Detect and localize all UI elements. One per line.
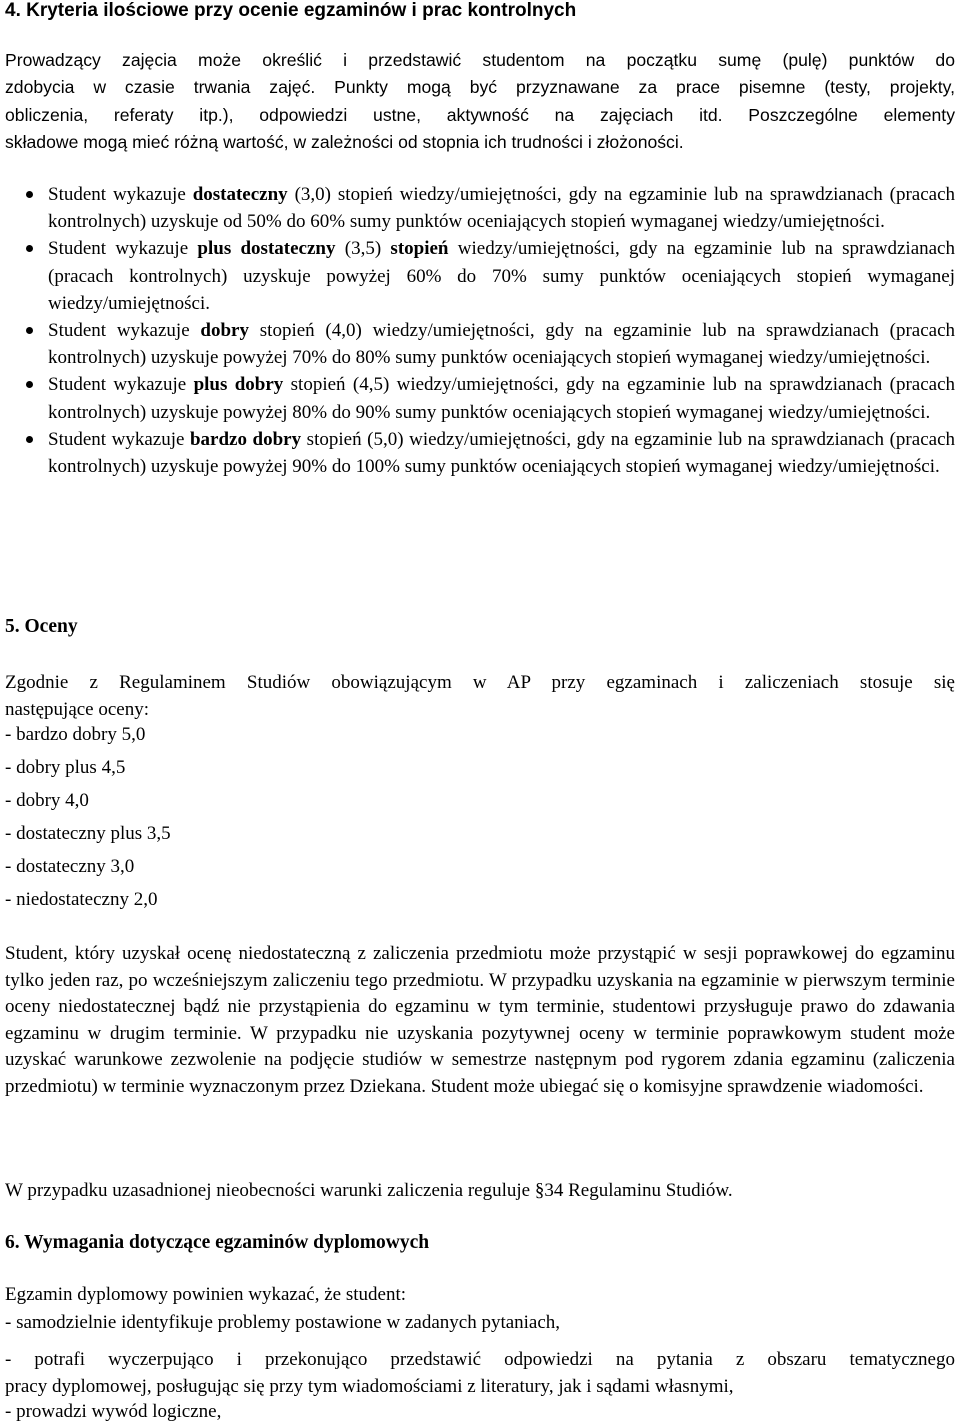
bullet-icon (26, 191, 33, 198)
grade-item: - dobry 4,0 (5, 790, 89, 811)
intro-line: Prowadzący zajęcia może określić i przedstawić studentom na początku sumę (pulę) punktów do (5, 50, 955, 70)
bullet-icon (26, 436, 33, 443)
criterion-item: Student wykazuje bardzo dobry stopień (5,0) wiedzy/umiejętności, gdy na egzaminie lub na sprawdzianach (pracach kontrolnych) uzyskuje powyżej 90% do 100% sumy punktów oceniających stopień wymaganej wiedzy/umiejętności. (0, 426, 955, 480)
bullet-icon (26, 245, 33, 252)
grade-item: - dobry plus 4,5 (5, 757, 126, 778)
absence-paragraph: W przypadku uzasadnionej nieobecności warunki zaliczenia reguluje §34 Regulaminu Studiów. (5, 1180, 733, 1201)
criterion-item: Student wykazuje plus dostateczny (3,5) stopień wiedzy/umiejętności, gdy na egzaminie lub na sprawdzianach (pracach kontrolnych) uzyskuje powyżej 60% do 70% sumy punktów oceniających stopień wymaganej wiedzy/umiejętności. (0, 235, 955, 317)
bullet-icon (26, 381, 33, 388)
section-6-intro: Egzamin dyplomowy powinien wykazać, że student: (5, 1284, 407, 1305)
section-5-heading: 5. Oceny (5, 616, 78, 637)
grade-name: plus dostateczny (197, 238, 336, 260)
grading-criteria-list (0, 181, 960, 480)
grade-item: - dostateczny 3,0 (5, 856, 135, 877)
intro-line: obliczenia, referaty itp.), odpowiedzi ustne, aktywność na zajęciach itd. Poszczególne elementy (5, 104, 955, 125)
grade-name: bardzo dobry (189, 428, 302, 450)
intro-line: Zgodnie z Regulaminem Studiów obowiązującym w AP przy egzaminach i zaliczeniach stosuje się (5, 672, 955, 693)
requirement-item: - samodzielnie identyfikuje problemy postawione w zadanych pytaniach, (5, 1312, 561, 1333)
section-4-heading: 4. Kryteria ilościowe przy ocenie egzaminów i prac kontrolnych (5, 0, 577, 21)
retake-paragraph: Student, który uzyskał ocenę niedostateczną z zaliczenia przedmiotu może przystąpić w sesji poprawkowej do egzaminu tylko jeden raz, po wcześniejszym zaliczeniu tego przedmiotu. W przypadku uzyskania na egzaminie w pierwszym terminie oceny niedostatecznej bądź nie przystąpienia do egzaminu w tym terminie, studentowi przysługuje prawo do zdawania egzaminu w drugim terminie. W przypadku nie uzyskania pozytywnej oceny w terminie poprawkowym student może uzyskać warunkowe zezwolenie na podjęcie studiów w semestrze następnym pod rygorem zdania egzaminu (zaliczenia przedmiotu) w terminie wyznaczonym przez Dziekana. Student może ubiegać się o komisyjne sprawdzenie wiadomości. (5, 943, 955, 1097)
grade-name: dostateczny (192, 184, 288, 205)
criterion-item: Student wykazuje plus dobry stopień (4,5) wiedzy/umiejętności, gdy na egzaminie lub na sprawdzianach (pracach kontrolnych) uzyskuje powyżej 80% do 90% sumy punktów oceniających stopień wymaganej wiedzy/umiejętności. (0, 371, 955, 425)
criterion-item: Student wykazuje dobry stopień (4,0) wiedzy/umiejętności, gdy na egzaminie lub na sprawdzianach (pracach kontrolnych) uzyskuje powyżej 70% do 80% sumy punktów oceniających stopień wymaganej wiedzy/umiejętności. (0, 317, 955, 371)
intro-line: składowe mogą mieć różną wartość, w zależności od stopnia ich trudności i złożoności. (5, 131, 684, 152)
grade-name: plus dobry (193, 374, 284, 396)
section-6-heading: 6. Wymagania dotyczące egzaminów dyplomowych (5, 1232, 430, 1253)
grade-item: - bardzo dobry 5,0 (5, 724, 146, 745)
grade-name: dobry (200, 320, 249, 342)
grade-item: - dostateczny plus 3,5 (5, 823, 171, 844)
criterion-item: Student wykazuje dostateczny (3,0) stopień wiedzy/umiejętności, gdy na egzaminie lub na sprawdzianach (pracach kontrolnych) uzyskuje od 50% do 60% sumy punktów oceniających stopień wymaganej wiedzy/umiejętności. (0, 181, 955, 235)
bullet-icon (26, 327, 33, 334)
section-4-intro (5, 47, 955, 156)
intro-line: następujące oceny: (5, 699, 150, 720)
section-5-intro (5, 669, 955, 723)
intro-line: zdobycia w czasie trwania zajęć. Punkty mogą być przyznawane za prace pisemne (testy, projekty, (5, 77, 955, 98)
requirement-item: - potrafi wyczerpująco i przekonująco przedstawić odpowiedzi na pytania z obszaru tematycznego pracy dyplomowej, posługując się przy tym wiadomościami z literatury, jak i sądami własnymi, (5, 1349, 955, 1397)
grade-item: - niedostateczny 2,0 (5, 889, 158, 910)
requirement-item: - prowadzi wywód logiczne, (5, 1401, 222, 1422)
